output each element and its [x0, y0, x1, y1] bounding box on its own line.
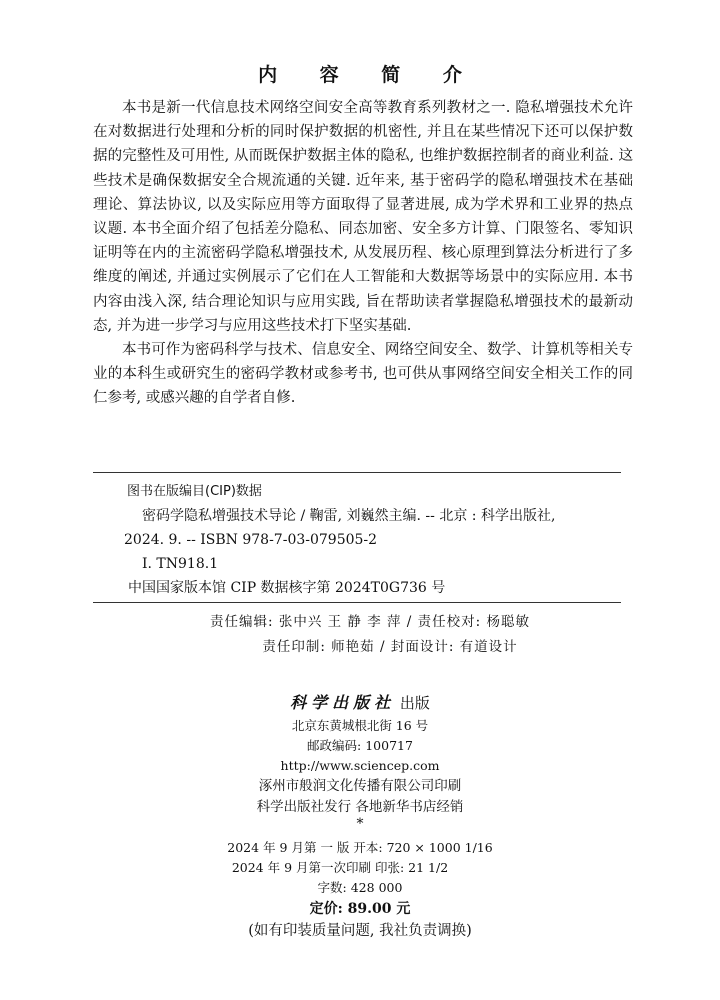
staff-line-1: 责任编辑: 张中兴 王 静 李 萍 / 责任校对: 杨聪敏 — [210, 614, 530, 630]
publisher-postcode: 邮政编码: 100717 — [307, 738, 413, 753]
staff-line-2: 责任印制: 师艳茹 / 封面设计: 有道设计 — [262, 639, 518, 655]
publisher-line — [0, 690, 720, 713]
summary-paragraph-1: 本书是新一代信息技术网络空间安全高等教育系列教材之一. 隐私增强技术允许在对数据进行处理和分析的同时保护数据的机密性, 并且在某些情况下还可以保护数据的完整性及可用性, 从而既保护数据主体的隐私, 也维护数据控制者的商业利益. 这些技术是确保数据安全合规流通的关键. 近年来, 基于密码学的隐私增强技术在基础理论、算法协议, 以及实际应用等方面取得了显著进展, 成为学术界和工业界的热点议题. 本书全面介绍了包括差分隐私、同态加密、安全多方计算、门限签名、零知识证明等在内的主流密码学隐私增强技术, 从发展历程、核心原理到算法分析进行了多维度的阐述, 并通过实例展示了它们在人工智能和大数据等场景中的实际应用. 本书内容由浅入深, 结合理论知识与应用实践, 旨在帮助读者掌握隐私增强技术的最新动态, 并为进一步学习与应用这些技术打下坚实基础. — [93, 100, 633, 334]
cip-heading: 图书在版编目(CIP)数据 — [127, 484, 262, 499]
publisher-website: http://www.sciencep.com — [280, 758, 440, 773]
printer-line: 涿州市般润文化传播有限公司印刷 — [258, 778, 462, 794]
word-count: 字数: 428 000 — [317, 880, 403, 895]
separator-asterisk: * — [356, 816, 364, 832]
publisher-info — [0, 716, 720, 830]
publisher-address: 北京东黄城根北街 16 号 — [291, 718, 429, 733]
price — [0, 898, 720, 920]
edition-line-2: 2024 年 9 月第一次印刷 印张: 21 1/2 — [231, 860, 449, 875]
divider-top — [93, 472, 621, 473]
divider-bottom — [93, 602, 621, 603]
summary-paragraph-2: 本书可作为密码科学与技术、信息安全、网络空间安全、数学、计算机等相关专业的本科生或研究生的密码学教材或参考书, 也可供从事网络空间安全相关工作的同仁参考, 或感兴趣的自学者自修. — [93, 342, 633, 407]
content-summary — [93, 96, 633, 411]
staff-credits — [0, 610, 720, 660]
price-value: 89.00 元 — [347, 901, 411, 917]
cip-line-3: Ⅰ. TN918.1 — [142, 556, 219, 572]
publisher-logo: 科学出版社 — [290, 693, 396, 712]
price-label: 定价: — [309, 901, 348, 917]
distribution-line: 科学出版社发行 各地新华书店经销 — [256, 799, 464, 815]
cip-line-1: 密码学隐私增强技术导论 / 鞠雷, 刘巍然主编. -- 北京 : 科学出版社, — [142, 508, 556, 524]
cip-block — [124, 480, 628, 600]
publisher-suffix: 出版 — [395, 694, 430, 712]
return-note: (如有印装质量问题, 我社负责调换) — [248, 923, 472, 939]
edition-line-1: 2024 年 9 月第 一 版 开本: 720 × 1000 1/16 — [227, 840, 493, 855]
cip-line-4: 中国国家版本馆 CIP 数据核字第 2024T0G736 号 — [128, 580, 446, 596]
edition-info — [0, 838, 720, 942]
page-title: 内 容 简 介 — [258, 64, 480, 86]
cip-line-2: 2024. 9. -- ISBN 978-7-03-079505-2 — [124, 532, 378, 548]
